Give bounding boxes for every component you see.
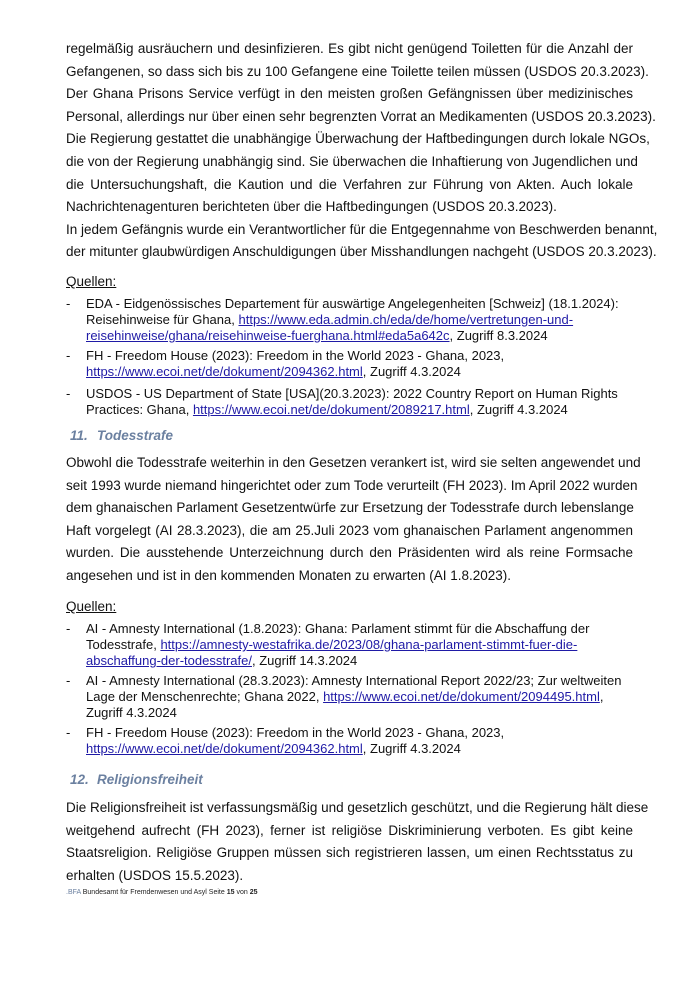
source-text: AI - Amnesty International (1.8.2023): Ghana: Parlament stimmt für die Abschaffung der <box>86 621 590 636</box>
text-line: dem ghanaischen Parlament Gesetzentwürfe zur Ersetzung der Todesstrafe durch lebenslange <box>66 500 634 516</box>
bullet-dash: - <box>66 725 71 740</box>
section-title: Todesstrafe <box>97 428 174 443</box>
source-line <box>66 637 633 653</box>
source-text: Practices: Ghana, <box>86 402 193 417</box>
source-line <box>66 653 633 669</box>
source-line <box>66 364 633 380</box>
text-line: Der Ghana Prisons Service verfügt in den meisten großen Gefängnissen über medizinisches <box>66 86 633 102</box>
footer-of: von <box>234 889 250 896</box>
text-line: Gefangenen, so dass sich bis zu 100 Gefangene eine Toilette teilen müssen (USDOS 20.3.2023). <box>66 63 649 79</box>
bullet-dash: - <box>66 296 71 311</box>
bullet-dash: - <box>66 386 71 401</box>
source-line <box>66 705 633 721</box>
source-text: Lage der Menschenrechte; Ghana 2022, <box>86 689 324 704</box>
source-line <box>66 741 633 757</box>
source-line <box>66 673 633 689</box>
body-text-block <box>66 38 658 264</box>
text-line: Die Regierung gestattet die unabhängige Überwachung der Haftbedingungen durch lokale NGOs, <box>66 131 650 147</box>
source-list-item <box>66 621 633 669</box>
bullet-dash: - <box>66 621 71 636</box>
source-list-item <box>66 386 633 418</box>
source-text: Zugriff 4.3.2024 <box>86 705 177 720</box>
text-line: Haft vorgelegt (AI 28.3.2023), die am 25.Juli 2023 vom ghanaischen Parlament angenommen <box>66 522 633 538</box>
source-line <box>66 725 633 741</box>
source-text: USDOS - US Department of State [USA](20.3.2023): 2022 Country Report on Human Rights <box>86 386 618 401</box>
source-text: , Zugriff 4.3.2024 <box>362 741 461 756</box>
source-link[interactable]: abschaffung-der-todesstrafe/ <box>86 653 252 668</box>
body-text-block <box>66 797 649 887</box>
text-line: Staatsreligion. Religiöse Gruppen müssen sich registrieren lassen, um einen Rechtsstatus zu <box>66 845 633 861</box>
text-line: angesehen und ist in den kommenden Monaten zu erwarten (AI 1.8.2023). <box>66 567 512 583</box>
source-link[interactable]: https://www.ecoi.net/de/dokument/2089217.html <box>192 402 470 417</box>
source-list-item <box>66 673 633 721</box>
text-line: die von der Regierung unabhängig sind. Sie überwachen die Inhaftierung von Jugendlichen und <box>66 153 638 169</box>
section-heading <box>66 427 637 445</box>
source-list-item <box>66 296 633 344</box>
source-text: FH - Freedom House (2023): Freedom in the World 2023 - Ghana, 2023, <box>86 348 505 363</box>
source-list-item <box>66 348 633 380</box>
source-text: AI - Amnesty International (28.3.2023): Amnesty International Report 2022/23; Zur weltweiten <box>86 673 622 688</box>
text-line: Obwohl die Todesstrafe weiterhin in den Gesetzen verankert ist, wird sie selten angewendet und <box>66 455 641 470</box>
source-link[interactable]: https://www.eda.admin.ch/eda/de/home/vertretungen-und- <box>238 312 574 327</box>
section-number: 12. <box>70 772 89 787</box>
text-line: wurden. Die ausstehende Unterzeichnung durch den Präsidenten wird als reine Formsache <box>66 545 633 561</box>
text-line: Nachrichtenagenturen berichteten über die Haftbedingungen (USDOS 20.3.2023). <box>66 199 557 215</box>
source-link[interactable]: https://www.ecoi.net/de/dokument/2094495.html <box>323 689 600 704</box>
source-text: Todesstrafe, <box>86 637 161 652</box>
source-text: EDA - Eidgenössisches Departement für auswärtige Angelegenheiten [Schweiz] (18.1.2024): <box>86 296 619 311</box>
source-text: , Zugriff 4.3.2024 <box>469 402 568 417</box>
sources-label: Quellen: <box>66 599 117 614</box>
page-footer <box>66 888 633 898</box>
section-number: 11. <box>70 428 88 443</box>
source-line <box>66 402 633 418</box>
bullet-dash: - <box>66 348 71 363</box>
footer-text: Bundesamt für Fremdenwesen und Asyl Seite <box>80 889 227 896</box>
source-line <box>66 621 633 637</box>
text-line: regelmäßig ausräuchern und desinfizieren. Es gibt nicht genügend Toiletten für die Anzahl der <box>66 41 633 56</box>
text-line: erhalten (USDOS 15.5.2023). <box>66 867 244 883</box>
source-text: FH - Freedom House (2023): Freedom in the World 2023 - Ghana, 2023, <box>86 725 505 740</box>
source-link[interactable]: https://www.ecoi.net/de/dokument/2094362.html <box>86 741 363 756</box>
text-line: Personal, allerdings nur über einen sehr begrenzten Vorrat an Medikamenten (USDOS 20.3.2023). <box>66 108 656 124</box>
bullet-dash: - <box>66 673 71 688</box>
source-text: , <box>599 689 604 704</box>
source-line <box>66 312 633 328</box>
source-link[interactable]: https://www.ecoi.net/de/dokument/2094362.html <box>86 364 363 379</box>
source-text: , Zugriff 8.3.2024 <box>449 328 548 343</box>
source-text: Reisehinweise für Ghana, <box>86 312 239 327</box>
text-line: seit 1993 wurde niemand hingerichtet oder zum Tode verurteilt (FH 2023). Im April 2022 wurden <box>66 477 638 493</box>
section-title: Religionsfreiheit <box>97 772 203 787</box>
source-line <box>66 296 633 312</box>
source-text: , Zugriff 4.3.2024 <box>362 364 461 379</box>
source-line <box>66 348 633 364</box>
text-line: der mitunter glaubwürdigen Anschuldigungen über Misshandlungen nachgeht (USDOS 20.3.2023). <box>66 244 657 260</box>
text-line: In jedem Gefängnis wurde ein Verantwortlicher für die Entgegennahme von Beschwerden benannt, <box>66 221 658 237</box>
section-heading <box>66 771 637 789</box>
footer-brand: .BFA <box>66 889 81 896</box>
source-text: , Zugriff 14.3.2024 <box>251 653 358 668</box>
source-link[interactable]: reisehinweise/ghana/reisehinweise-fuerghana.html#eda5a642c <box>86 328 450 343</box>
text-line: die Untersuchungshaft, die Kaution und die Verfahren zur Führung von Akten. Auch lokale <box>66 176 633 192</box>
footer-page-number: 15 <box>226 889 235 896</box>
sources-label: Quellen: <box>66 274 117 289</box>
text-line: weitgehend aufrecht (FH 2023), ferner ist religiöse Diskriminierung verboten. Es gibt keine <box>66 822 633 838</box>
source-list-item <box>66 725 633 757</box>
body-text-block <box>66 452 641 588</box>
source-line <box>66 689 633 705</box>
text-line: Die Religionsfreiheit ist verfassungsmäßig und gesetzlich geschützt, und die Regierung hält diese <box>66 800 649 815</box>
source-link[interactable]: https://amnesty-westafrika.de/2023/08/ghana-parlament-stimmt-fuer-die- <box>160 637 578 652</box>
source-line <box>66 386 633 402</box>
footer-page-total: 25 <box>249 889 258 896</box>
source-line <box>66 328 633 344</box>
